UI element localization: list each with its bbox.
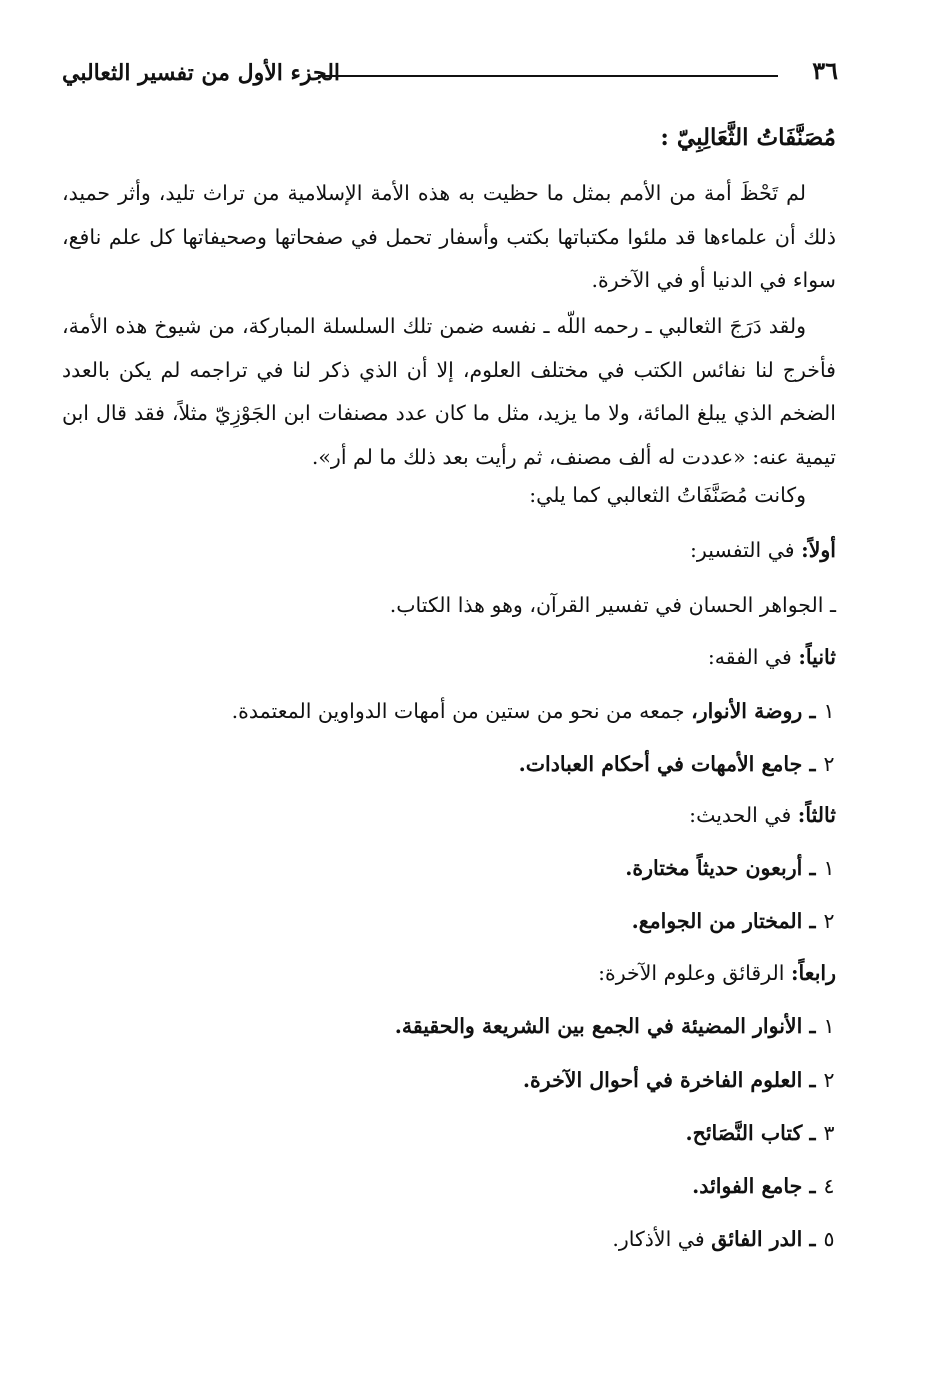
book-title: ـ جامع الفوائد. [692,1174,816,1198]
book-title: ـ جامع الأمهات في أحكام العبادات. [518,752,816,776]
item-number: ٥ [823,1227,835,1251]
section-label: رابعاً: [790,961,836,985]
section-label: أولاً: [801,538,836,562]
section-tafsir-heading [690,538,836,578]
raqaiq-item-3 [685,1121,836,1161]
section-name: في الحديث: [689,803,792,827]
section-raqaiq-heading [598,961,836,1001]
book-title: ـ المختار من الجوامع. [631,909,816,933]
section-hadith-heading [689,803,836,843]
raqaiq-item-1 [395,1014,836,1054]
item-number: ٢ [823,1068,835,1092]
section-title: مُصَنَّفَاتُ الثَّعَالِبِيّ : [660,124,836,151]
paragraph-1 [62,172,836,303]
running-title: الجزء الأول من تفسير الثعالبي [62,60,341,86]
paragraph-2 [62,305,836,479]
item-number: ١ [823,1014,835,1038]
raqaiq-item-2 [523,1068,836,1108]
section-name: الرقائق وعلوم الآخرة: [598,961,785,985]
raqaiq-item-5 [612,1227,836,1267]
hadith-item-1 [625,856,836,896]
tafsir-item: ـ الجواهر الحسان في تفسير القرآن، وهو هذا الكتاب. [389,593,836,617]
fiqh-item-1 [232,699,836,739]
page-header [62,56,838,100]
book-title: ـ العلوم الفاخرة في أحوال الآخرة. [522,1068,816,1092]
item-number: ٢ [823,752,835,776]
raqaiq-item-4 [692,1174,836,1214]
item-description: جمعه من نحو من ستين من أمهات الدواوين المعتمدة. [231,699,685,723]
item-number: ٤ [823,1174,835,1198]
book-title: ـ الدر الفائق [711,1227,816,1251]
section-label: ثانياً: [798,645,836,669]
book-title: ـ كتاب النَّصَائح. [685,1121,816,1145]
paragraph-2-text: ولقد دَرَجَ الثعالبي ـ رحمه اللّه ـ نفسه ضمن تلك السلسلة المباركة، من شيوخ هذه الأمة، فأخرج لنا نفائس الكتب في مختلف العلوم، إلا أن الذي ذكر لنا في تراجمه لم يكن بالعدد الضخم الذي يبلغ المائة، ولا ما يزيد، مثل ما كان عدد مصنفات ابن الجَوْزِيّ مثلاً، فقد قال ابن تيمية عنه: «عددت له ألف مصنف، ثم رأيت بعد ذلك ما لم أر». [62,314,837,469]
section-label: ثالثاً: [797,803,836,827]
page-number: ٣٦ [812,56,838,85]
header-rule [318,75,778,77]
item-description: في الأذكار. [612,1227,705,1251]
intro-line: وكانت مُصَنَّفَاتُ الثعالبي كما يلي: [529,483,806,507]
section-name: في الفقه: [707,645,792,669]
book-title: ـ الأنوار المضيئة في الجمع بين الشريعة والحقيقة. [394,1014,816,1038]
item-number: ١ [823,856,835,880]
paragraph-1-text: لم تَحْظَ أمة من الأمم بمثل ما حظيت به هذه الأمة الإسلامية من تراث تليد، وأثر حميد، ذلك أن علماءها قد ملئوا مكتباتها بكتب وأسفار تحمل في صفحاتها وصحيفاتها كل علم نافع، سواء في الدنيا أو في الآخرة. [62,181,836,292]
book-title: ـ روضة الأنوار، [691,699,816,723]
section-fiqh-heading [708,645,836,685]
hadith-item-2 [632,909,836,949]
item-number: ١ [823,699,835,723]
item-number: ٣ [823,1121,835,1145]
fiqh-item-2 [519,752,836,792]
section-name: في التفسير: [690,538,795,562]
item-number: ٢ [823,909,835,933]
book-title: ـ أربعون حديثاً مختارة. [625,856,816,880]
